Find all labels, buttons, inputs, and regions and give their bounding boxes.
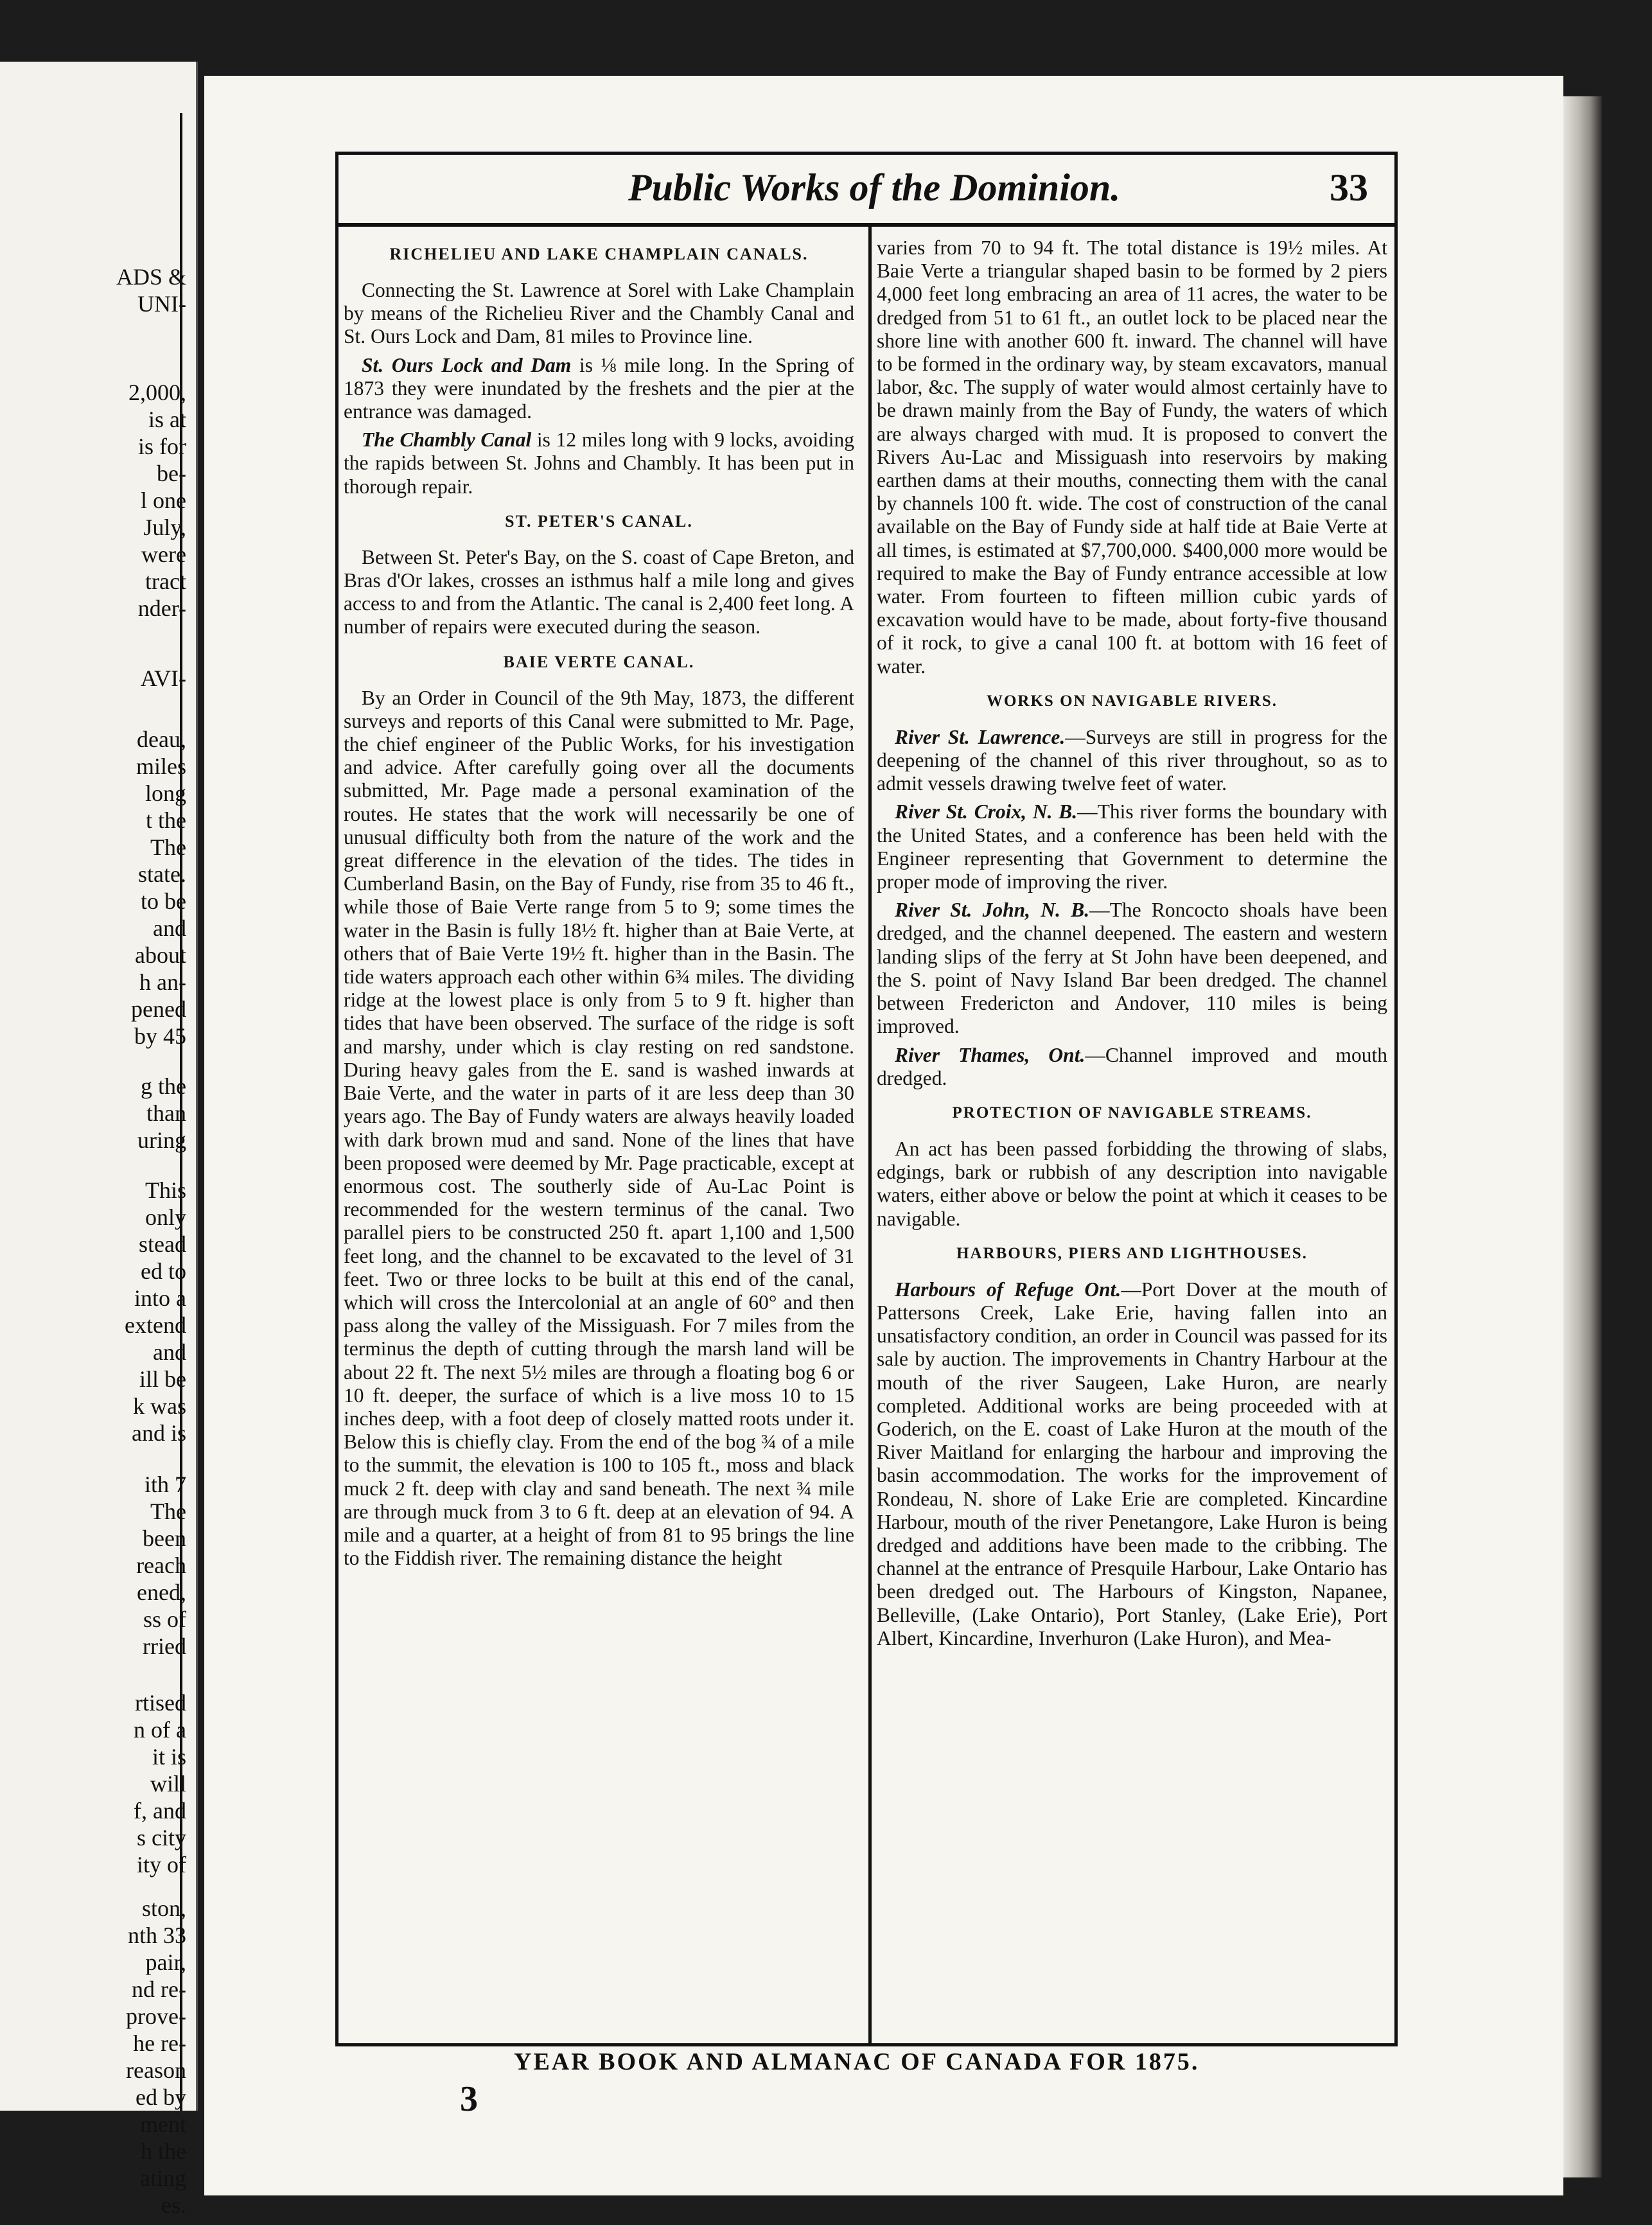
- body-paragraph: [877, 726, 1387, 796]
- body-paragraph: [344, 354, 854, 424]
- facing-page-text: pened: [131, 996, 186, 1022]
- facing-page-text: ston,: [141, 1895, 186, 1921]
- facing-page-text: and: [153, 915, 186, 941]
- facing-page-text: is at: [148, 407, 186, 432]
- facing-page-text: miles: [136, 753, 186, 779]
- body-paragraph: [877, 1044, 1387, 1090]
- facing-page-text: 2,000,: [128, 380, 186, 405]
- facing-page-text: g the: [141, 1073, 186, 1099]
- facing-page-text: k was: [133, 1393, 186, 1419]
- facing-page-text: UNI-: [137, 291, 186, 317]
- facing-page-text: rried: [143, 1633, 186, 1659]
- section-heading-text: WORKS ON NAVIGABLE RIVERS.: [986, 692, 1278, 710]
- paragraph-text: Connecting the St. Lawrence at Sorel with Lake Champlain by means of the Richelieu River and the Chambly Canal and St. Ours Lock and Dam, 81 miles to Province line.: [344, 279, 854, 348]
- facing-page-text: long: [145, 780, 186, 806]
- paragraph-lead: River St. Lawrence.: [895, 725, 1066, 748]
- paragraph-text: —Surveys are still in progress for the deepening of the channel of this river throughout, so as to admit vessels drawing twelve feet of water.: [877, 725, 1387, 795]
- facing-page-text: ity of: [137, 1852, 186, 1878]
- facing-page-text: extend: [125, 1312, 186, 1338]
- facing-page-text: AVI-: [140, 665, 186, 691]
- facing-page-text: pair,: [145, 1949, 186, 1975]
- facing-page-text: nth 33: [127, 1922, 186, 1948]
- page-edge: [1563, 96, 1602, 2177]
- facing-page-text: been: [143, 1526, 186, 1551]
- body-paragraph: [344, 687, 854, 1570]
- paragraph-lead: River Thames, Ont.: [895, 1043, 1085, 1066]
- facing-page-text: reach: [136, 1552, 186, 1578]
- facing-page-text: This: [145, 1177, 186, 1203]
- facing-page-fragment: [0, 62, 198, 2218]
- section-heading-text: ST. PETER'S CANAL.: [505, 511, 693, 531]
- head-rule: [335, 223, 1398, 227]
- paragraph-text: By an Order in Council of the 9th May, 1873, the different surveys and reports of this Canal were submitted to Mr. Page, the chief engineer of the Public Works, for his investigation and advice. After carefully going over all the documents submitted, Mr. Page made a personal examination of the routes. He states that the work will necessarily be one of unusual difficulty both from the nature of the work and the great difference in the elevation of the tides. The tides in Cumberland Basin, on the Bay of Fundy, rise from 35 to 46 ft., while those of Baie Verte range from 5 to 9; some times the water in the Basin is fully 18½ ft. higher than at Baie Verte, at others that of Baie Verte 19½ ft. higher than in the Basin. The tide waters approach each other within 6¾ miles. The dividing ridge at the lowest place is only from 5 to 9 ft. higher than tides that have been observed. The surface of the ridge is soft and marshy, under which is clay resting on red sandstone. During heavy gales from the E. sand is washed inwards at Baie Verte, and the water in parts of it are less deep than 30 years ago. The Bay of Fundy waters are always heavily loaded with dark brown mud and sand. None of the lines that have been proposed were deemed by Mr. Page practicable, except at enormous cost. The southerly side of Au-Lac Point is recommended for the western terminus of the canal. Two parallel piers to be constructed 250 ft. apart 1,100 and 1,500 feet long, and the channel to be excavated to the level of 31 feet. Two or three locks to be built at this end of the canal, which will cross the Intercolonial at an angle of 60° and then pass along the valley of the Missiguash. For 7 miles from the terminus the depth of cutting through the marsh land will be about 22 ft. The next 5½ miles are through a floating bog 6 or 10 ft. deeper, the surface of which is a live moss 10 to 15 inches deep, with a foot deep of closely matted roots under it. Below this is chiefly clay. From the end of the bog ¾ of a mile to the summit, the elevation is 100 to 105 ft., moss and black muck 2 ft. deep with clay and sand beneath. The next ¾ mile are through muck from 3 to 6 ft. deep at an elevation of 94. A mile and a quarter, at a height of from 81 to 95 brings the line to the Fiddish river. The remaining distance the height: [344, 686, 854, 1570]
- running-head: [339, 161, 1394, 225]
- paragraph-lead: River St. John, N. B.: [895, 899, 1090, 922]
- page-number: 33: [1330, 166, 1368, 209]
- column-rule: [868, 227, 872, 2046]
- facing-page-text: were: [141, 541, 186, 567]
- section-heading-text: RICHELIEU AND LAKE CHAMPLAIN CANALS.: [389, 245, 809, 263]
- footer-folio: 3: [460, 2079, 478, 2119]
- body-paragraph: [877, 1138, 1387, 1231]
- paragraph-lead: The Chambly Canal: [362, 428, 532, 452]
- section-heading-text: HARBOURS, PIERS AND LIGHTHOUSES.: [956, 1244, 1308, 1262]
- body-paragraph: [877, 800, 1387, 893]
- facing-page-text: ed by: [136, 2084, 186, 2110]
- facing-page-text: ill be: [139, 1366, 186, 1392]
- facing-page-text: ith 7: [144, 1472, 186, 1497]
- section-heading-text: BAIE VERTE CANAL.: [503, 652, 695, 671]
- paragraph-text: An act has been passed forbidding the throwing of slabs, edgings, bark or rubbish of any description into navigable waters, either above or below the point at which it ceases to be navigable.: [877, 1137, 1387, 1230]
- facing-page-text: ed to: [141, 1258, 186, 1284]
- facing-page-text: uring: [137, 1127, 186, 1153]
- facing-page-text: July,: [143, 514, 186, 540]
- facing-page-text: The: [150, 1499, 186, 1524]
- paragraph-text: is 12 miles long with 9 locks, avoiding the rapids between St. Johns and Chambly. It has been put in thorough repair.: [344, 428, 854, 498]
- facing-page-text: f, and: [134, 1798, 186, 1824]
- paragraph-text: —The Roncocto shoals have been dredged, and the channel deepened. The eastern and western landing slips of the ferry at St John have been deepened, and the S. point of Navy Island Bar been dredged. The channel between Fredericton and Andover, 110 miles is being improved.: [877, 899, 1387, 1038]
- facing-page-text: and: [153, 1339, 186, 1365]
- section-heading: [877, 1102, 1387, 1125]
- paragraph-lead: River St. Croix, N. B.: [895, 800, 1078, 823]
- facing-page-text: ss of: [143, 1606, 186, 1632]
- facing-page-text: h an-: [139, 969, 186, 995]
- facing-page-text: h the: [141, 2138, 186, 2164]
- facing-page-text: he re-: [133, 2030, 186, 2056]
- facing-page-text: to be: [141, 888, 186, 914]
- facing-page-text: state.: [138, 861, 186, 887]
- paragraph-text: —This river forms the boundary with the United States, and a conference has been held with the Engineer representing that Government to determine the proper mode of improving the river.: [877, 800, 1387, 893]
- facing-page-text: ment: [140, 2111, 186, 2137]
- left-column: [344, 236, 854, 2041]
- facing-page-text: n of a: [134, 1717, 186, 1743]
- facing-page-text: reason: [126, 2057, 186, 2083]
- facing-page-text: es.: [161, 2192, 186, 2218]
- footer-line: YEAR BOOK AND ALMANAC OF CANADA FOR 1875.: [514, 2048, 1200, 2075]
- facing-page-text: will: [150, 1771, 186, 1797]
- body-paragraph: [344, 546, 854, 639]
- facing-page-text: ened,: [137, 1579, 186, 1605]
- section-heading: [344, 651, 854, 674]
- facing-page-text: is for: [138, 434, 186, 459]
- body-paragraph: [877, 1278, 1387, 1650]
- facing-page-text: than: [146, 1100, 186, 1126]
- section-heading: [344, 510, 854, 533]
- facing-page-text: rtised: [135, 1690, 186, 1716]
- facing-page-text: about: [135, 942, 186, 968]
- facing-page-text: deau,: [137, 726, 186, 752]
- section-heading: [877, 690, 1387, 713]
- facing-page-text: nd re-: [132, 1976, 186, 2002]
- facing-page-text: it is: [152, 1744, 186, 1770]
- facing-page-text: l one: [141, 488, 186, 513]
- facing-page-text: tract: [145, 568, 186, 594]
- right-column: [877, 236, 1387, 2041]
- paragraph-text: is ⅛ mile long. In the Spring of 1873 they were inundated by the freshets and the pier at the entrance was damaged.: [344, 353, 854, 423]
- facing-page-text: prove-: [126, 2003, 186, 2029]
- facing-page-text: The: [150, 834, 186, 860]
- facing-page-text: t the: [146, 807, 186, 833]
- section-heading: [344, 243, 854, 266]
- body-paragraph: [344, 279, 854, 349]
- paragraph-text: —Port Dover at the mouth of Pattersons Creek, Lake Erie, having fallen into an unsatisfactory condition, an order in Council was passed for its sale by auction. The improvements in Chantry Harbour at the mouth of the river Saugeen, Lake Huron, are nearly completed. Additional works are being proceeded with at Goderich, on the E. coast of Lake Huron at the mouth of the River Maitland for enlarging the harbour and improving the basin accommodation. The works for the improvement of Rondeau, N. shore of Lake Erie are completed. Kincardine Harbour, mouth of the river Penetangore, Lake Huron is being dredged and additions have been made to the cribbing. The channel at the entrance of Presquile Harbour, Lake Ontario has been dredged out. The Harbours of Kingston, Napanee, Belleville, (Lake Ontario), Port Stanley, (Lake Erie), Port Albert, Kincardine, Inverhuron (Lake Huron), and Mea-: [877, 1278, 1387, 1649]
- paragraph-text: varies from 70 to 94 ft. The total distance is 19½ miles. At Baie Verte a triangular shaped basin to be formed by 2 piers 4,000 feet long embracing an area of 11 acres, the water to be dredged from 51 to 61 ft., an outlet lock to be placed near the shore line with another 600 ft. inward. The channel will have to be formed in the ordinary way, by steam excavators, manual labor, &c. The supply of water would almost certainly have to be drawn mainly from the Bay of Fundy, the waters of which are always charged with mud. It is proposed to convert the Rivers Au-Lac and Missiguash into reservoirs by making earthen dams at their mouths, connecting them with the canal by channels 100 ft. wide. The cost of construction of the canal available on the Bay of Fundy side at half tide at Baie Verte at all times, is estimated at $7,700,000. $400,000 more would be required to make the Bay of Fundy entrance accessible at low water. From fourteen to fifteen million cubic yards of excavation would have to be made, about forty-five thousand of it rock, to give a canal 100 ft. at bottom with 16 feet of water.: [877, 236, 1387, 678]
- facing-page-text: stead: [139, 1231, 186, 1257]
- section-heading: [877, 1242, 1387, 1265]
- body-paragraph: [344, 428, 854, 498]
- facing-page-text: s city: [137, 1825, 186, 1851]
- body-paragraph: [877, 236, 1387, 678]
- paragraph-text: —Channel improved and mouth dredged.: [877, 1043, 1387, 1089]
- running-head-title: Public Works of the Dominion.: [628, 166, 1121, 209]
- body-paragraph: [877, 899, 1387, 1038]
- facing-page-text: by 45: [134, 1023, 186, 1049]
- facing-page-text: only: [145, 1204, 186, 1230]
- paragraph-lead: St. Ours Lock and Dam: [362, 353, 572, 376]
- paragraph-text: Between St. Peter's Bay, on the S. coast of Cape Breton, and Bras d'Or lakes, crosses an isthmus half a mile long and gives access to and from the Atlantic. The canal is 2,400 feet long. A number of repairs were executed during the season.: [344, 545, 854, 638]
- facing-page-text: nder-: [137, 595, 186, 621]
- paragraph-lead: Harbours of Refuge Ont.: [895, 1278, 1121, 1301]
- section-heading-text: PROTECTION OF NAVIGABLE STREAMS.: [952, 1104, 1312, 1121]
- facing-page-text: ating: [140, 2165, 186, 2191]
- facing-page-text: into a: [134, 1285, 186, 1311]
- facing-page-text: ADS &: [116, 264, 186, 290]
- facing-page-text: and is: [132, 1420, 186, 1446]
- facing-page-text: be-: [157, 461, 186, 486]
